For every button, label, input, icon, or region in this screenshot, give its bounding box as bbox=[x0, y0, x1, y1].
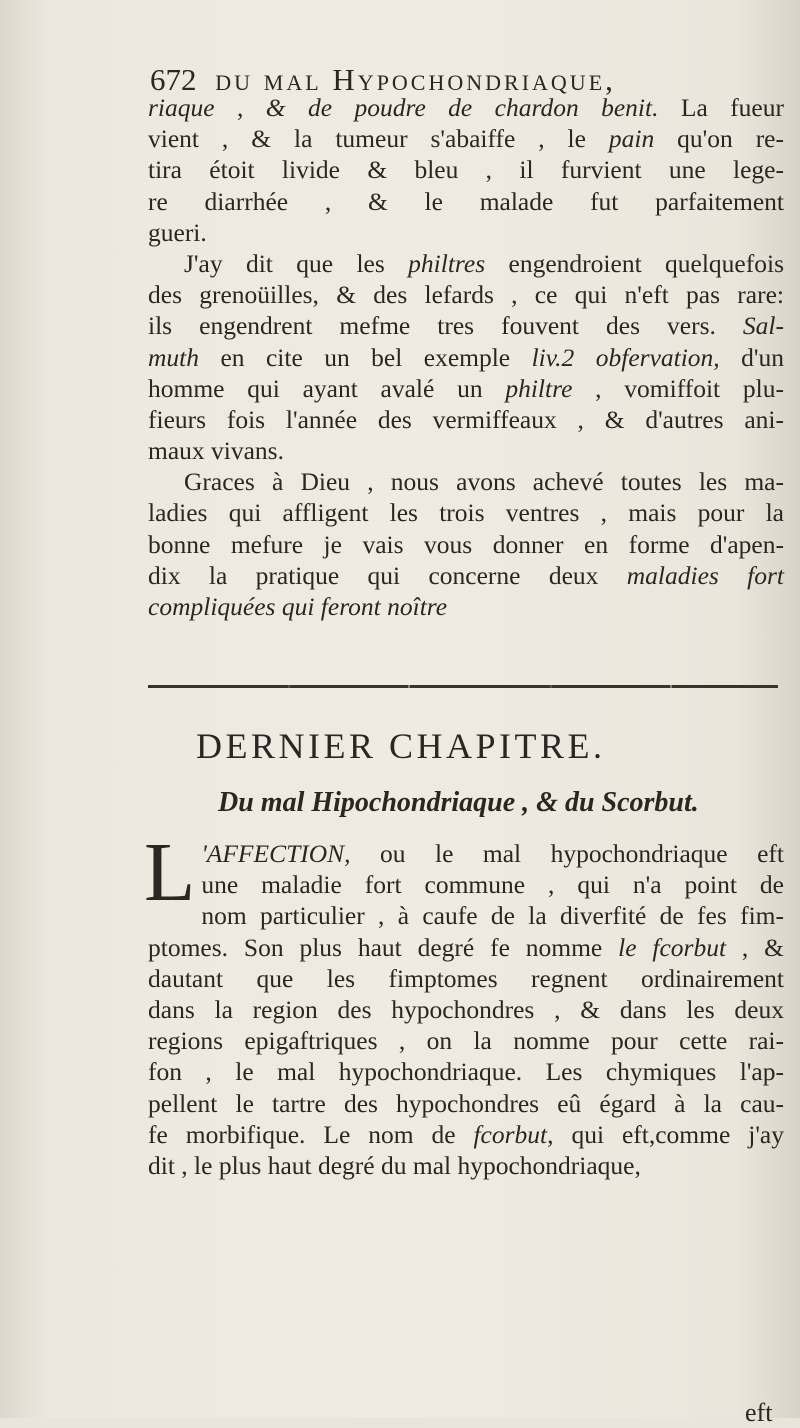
text-line bbox=[148, 1150, 784, 1181]
text-run: J'ay dit que les bbox=[184, 248, 409, 278]
text-line bbox=[148, 994, 784, 1025]
text-line bbox=[148, 123, 784, 154]
chapter-subtitle: Du mal Hipochondriaque , & du Scorbut. bbox=[218, 787, 699, 818]
text-line bbox=[148, 869, 784, 900]
text-line bbox=[148, 560, 784, 591]
body-text-chapter bbox=[144, 826, 784, 1181]
chapter-title: DERNIER CHAPITRE. bbox=[196, 726, 606, 766]
text-line bbox=[148, 248, 784, 279]
text-line bbox=[148, 466, 784, 497]
text-run: compliquées qui feront noître bbox=[148, 592, 448, 621]
text-run: bonne mefure je vais vous donner en forme d'apen- bbox=[148, 529, 784, 559]
text-run: le fcorbut bbox=[618, 932, 727, 962]
text-run: ladies qui affligent les trois ventres , mais pour la bbox=[148, 498, 784, 528]
text-line bbox=[148, 900, 784, 931]
text-run: pellent le tartre des hypochondres eû égard à la cau- bbox=[148, 1088, 784, 1118]
text-line bbox=[148, 186, 784, 217]
text-run: fieurs fois l'année des vermiffeaux , & d'autres ani- bbox=[148, 404, 784, 434]
text-run: dix la pratique qui concerne deux bbox=[148, 560, 627, 590]
text-line bbox=[148, 497, 784, 528]
body-text-top bbox=[148, 92, 784, 622]
text-run: nom particulier , à caufe de la diverfité de fes fim- bbox=[201, 901, 784, 931]
text-run: fe morbifique. Le nom de bbox=[148, 1119, 474, 1149]
text-run: dit , le plus haut degré du mal hypochondriaque, bbox=[148, 1150, 641, 1180]
section-rule bbox=[148, 685, 778, 688]
text-run: une maladie fort commune , qui n'a point de bbox=[201, 870, 784, 900]
text-run: Graces à Dieu , nous avons achevé toutes les ma- bbox=[184, 467, 784, 497]
text-run: dans la region des hypochondres , & dans les deux bbox=[148, 994, 784, 1024]
page-number: 672 bbox=[150, 62, 197, 97]
text-line bbox=[148, 373, 784, 404]
text-run: engendroient quelquefois bbox=[485, 248, 784, 278]
text-line bbox=[148, 435, 784, 466]
text-run: re diarrhée , & le malade fut parfaitement bbox=[148, 186, 784, 216]
text-line bbox=[148, 1088, 784, 1119]
text-run: philtres bbox=[408, 248, 486, 278]
text-run: d'un bbox=[719, 342, 784, 372]
text-run: muth bbox=[148, 342, 199, 372]
text-run: , qui eft,comme j'ay bbox=[547, 1119, 784, 1149]
text-run: & de poudre de chardon benit. bbox=[265, 93, 659, 122]
text-line bbox=[148, 1025, 784, 1056]
text-run: La fueur bbox=[658, 93, 784, 122]
text-run: 'AFFECTION, bbox=[201, 839, 351, 868]
text-run: vient , & la tumeur s'abaiffe , le bbox=[148, 124, 609, 154]
text-run: maladies fort bbox=[626, 560, 785, 590]
text-run: en cite un bel exemple bbox=[199, 342, 532, 372]
text-line bbox=[148, 279, 784, 310]
text-run: maux vivans. bbox=[148, 436, 284, 466]
text-line bbox=[148, 404, 784, 435]
text-run: , vomiffoit plu- bbox=[572, 373, 784, 403]
catchword: eft bbox=[745, 1398, 773, 1427]
text-run: dautant que les fimptomes regnent ordinairement bbox=[148, 963, 784, 993]
text-line bbox=[148, 342, 784, 373]
text-line bbox=[148, 591, 784, 622]
text-line bbox=[148, 1056, 784, 1087]
text-run: fon , le mal hypochondriaque. Les chymiques l'ap- bbox=[148, 1057, 784, 1087]
text-run: qu'on re- bbox=[654, 124, 784, 154]
text-line bbox=[148, 217, 784, 248]
text-run: gueri. bbox=[148, 217, 207, 247]
text-line bbox=[148, 92, 784, 123]
text-run: riaque bbox=[148, 93, 215, 122]
text-run: , & bbox=[726, 932, 784, 962]
text-run: des grenoüilles, & des lefards , ce qui n'eft pas rare: bbox=[148, 280, 784, 310]
running-title: du mal Hypochondriaque, bbox=[215, 62, 616, 97]
text-run: , bbox=[214, 93, 266, 122]
text-run: ou le mal hypochondriaque eft bbox=[350, 839, 784, 868]
text-line bbox=[148, 838, 784, 869]
text-run: philtre bbox=[505, 373, 573, 403]
text-line bbox=[148, 529, 784, 560]
text-run: ils engendrent mefme tres fouvent des vers. bbox=[148, 311, 743, 341]
text-run: Sal- bbox=[742, 311, 784, 341]
text-line bbox=[148, 932, 784, 963]
text-run: homme qui ayant avalé un bbox=[148, 373, 506, 403]
drop-cap: L bbox=[144, 826, 196, 919]
text-line bbox=[148, 1119, 784, 1150]
text-run: fcorbut bbox=[473, 1119, 548, 1149]
text-run: regions epigaftriques , on la nomme pour cette rai- bbox=[148, 1026, 784, 1056]
text-line bbox=[148, 310, 784, 341]
text-run: tira étoit livide & bleu , il furvient une lege- bbox=[148, 155, 784, 185]
text-line bbox=[148, 154, 784, 185]
text-run: pain bbox=[608, 124, 655, 154]
text-run: ptomes. Son plus haut degré fe nomme bbox=[148, 932, 619, 962]
text-run: liv.2 obfervation, bbox=[531, 342, 720, 372]
text-line bbox=[148, 963, 784, 994]
